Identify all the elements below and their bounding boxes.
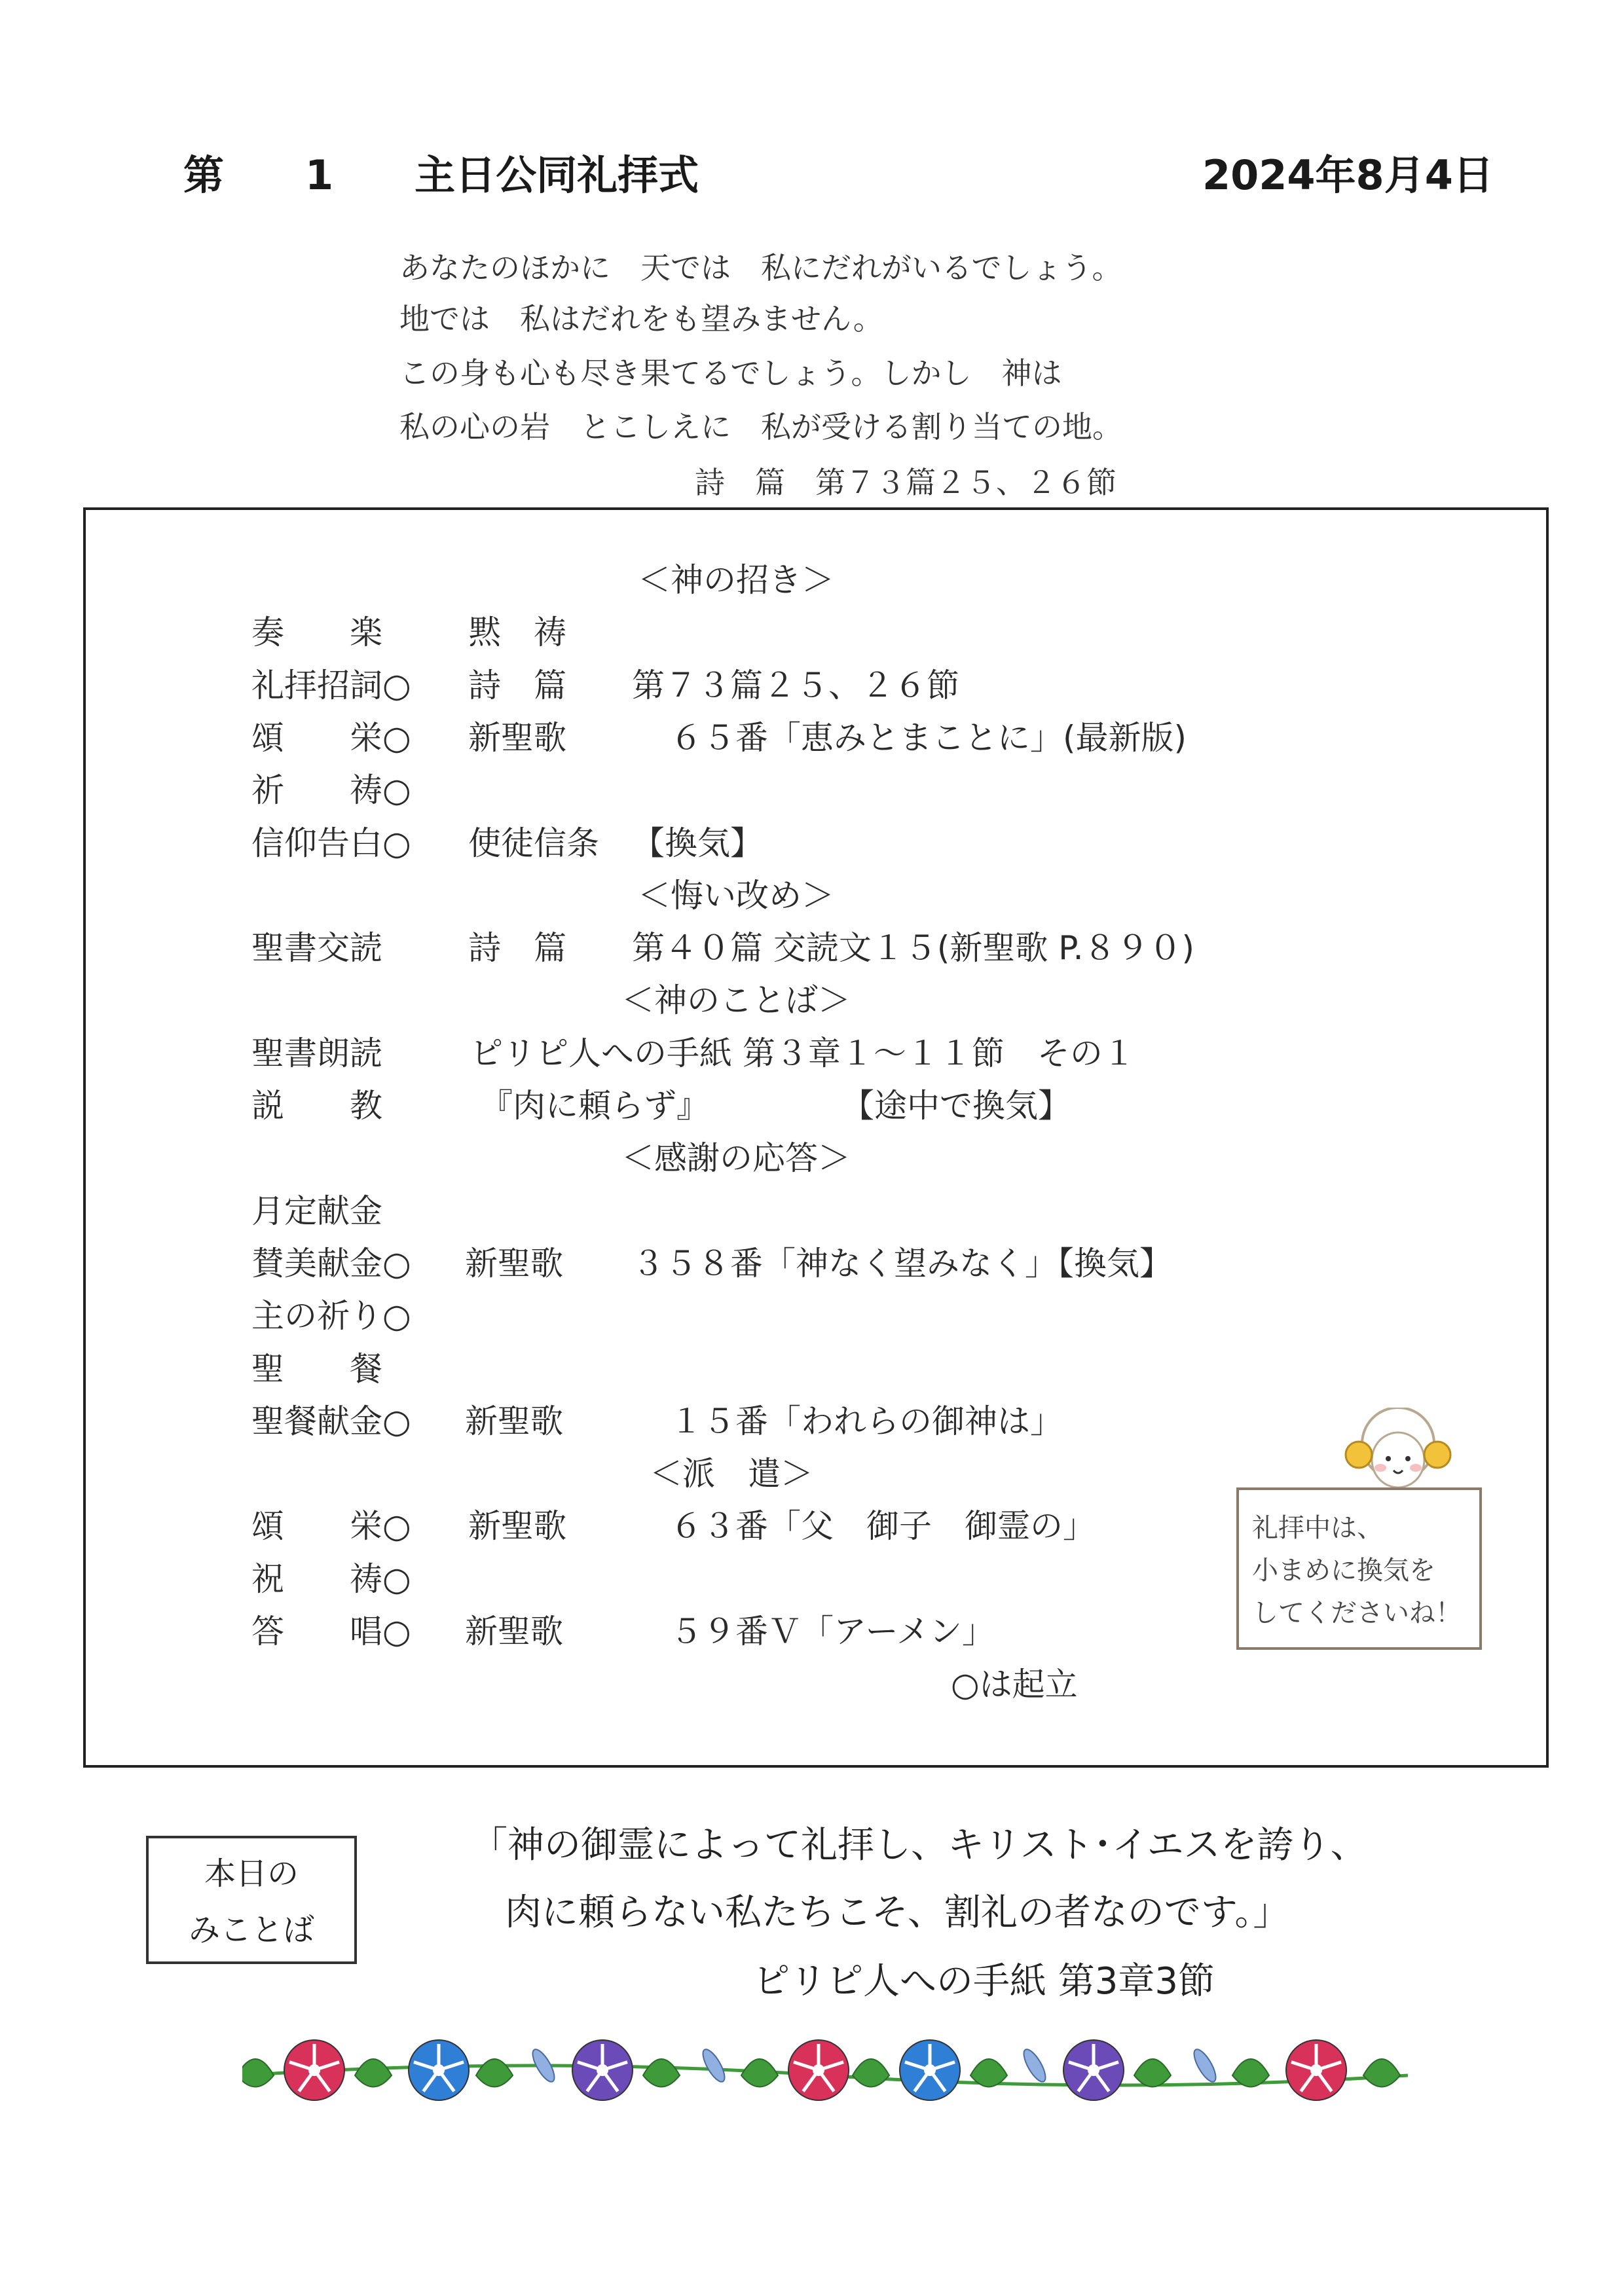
- program-item-label: 月定献金: [251, 1192, 382, 1230]
- leaf-icon: [355, 2059, 392, 2087]
- service-title: 第 1 主日公同礼拝式: [183, 151, 699, 199]
- program-item-source: 新聖歌: [468, 718, 566, 757]
- program-item-label: 聖 餐: [251, 1349, 382, 1388]
- program-item-detail: 【換気】: [632, 824, 763, 862]
- program-item-source: 新聖歌: [465, 1402, 563, 1440]
- program-item-source: 黙 祷: [468, 613, 566, 652]
- program-item-source: 『肉に頼らず』: [480, 1087, 709, 1125]
- label-line: 本日の: [204, 1855, 299, 1892]
- program-item-label: 聖書交読: [251, 929, 382, 968]
- program-item-label: 賛美献金○: [251, 1244, 411, 1283]
- program-item-label: 祈 祷○: [251, 771, 411, 810]
- program-item-label: 頌 栄○: [251, 718, 411, 757]
- section-heading: ＜感謝の応答＞: [621, 1139, 851, 1178]
- program-item-label: 聖書朗読: [251, 1034, 382, 1072]
- section-heading: ＜神の招き＞: [638, 561, 834, 599]
- verse-citation: 詩 篇 第７３篇２５、２６節: [695, 465, 1116, 500]
- flower-center: [924, 2064, 936, 2076]
- program-item-detail: １５番「われらの御神は」: [670, 1402, 1063, 1440]
- program-item-detail: 第４０篇 交読文１５(新聖歌 P.８９０): [632, 929, 1195, 968]
- leaf-icon: [741, 2059, 778, 2087]
- verse-line: 地では 私はだれをも望みません。: [399, 301, 883, 337]
- program-item-label: 聖餐献金○: [251, 1402, 411, 1440]
- flower-center: [1088, 2064, 1099, 2076]
- note-line: してくださいね！: [1252, 1598, 1462, 1628]
- program-item-source: 詩 篇: [468, 929, 566, 968]
- program-item-label: 礼拝招詞○: [251, 666, 411, 704]
- bud-icon: [1190, 2047, 1219, 2085]
- program-item-label: 頌 栄○: [251, 1507, 411, 1546]
- program-item-detail: ６５番「恵みとまことに」(最新版): [670, 718, 1187, 757]
- service-date: 2024年8月4日: [1202, 151, 1494, 199]
- flower-center: [433, 2064, 445, 2076]
- leaf-icon: [242, 2059, 274, 2087]
- ventilation-note: [1236, 1487, 1482, 1650]
- note-line: 小まめに換気を: [1252, 1556, 1435, 1586]
- flower-center: [308, 2064, 320, 2076]
- program-item-label: 奏 楽: [251, 613, 382, 652]
- section-heading: ＜派 遣＞: [650, 1455, 813, 1493]
- program-item-label: 信仰告白○: [251, 824, 411, 862]
- program-item-source: 使徒信条: [468, 824, 599, 862]
- flower-center: [1310, 2064, 1322, 2076]
- flower-center: [597, 2064, 608, 2076]
- todays-word-quote: 「神の御霊によって礼拝し、キリスト･イエスを誇り、: [471, 1824, 1367, 1867]
- program-item-source: 詩 篇: [468, 666, 566, 704]
- program-item-label: 主の祈り○: [251, 1297, 411, 1336]
- todays-word-quote: 肉に頼らない私たちこそ、割礼の者なのです。」: [505, 1891, 1290, 1934]
- program-item-detail: 【途中で換気】: [841, 1087, 1071, 1125]
- program-item-detail: ３５８番「神なく望みなく」【換気】: [632, 1244, 1172, 1283]
- program-item-source: 新聖歌: [465, 1244, 563, 1283]
- morning-glory-garland-icon: [242, 2030, 1408, 2111]
- program-item-label: 説 教: [251, 1087, 382, 1125]
- program-item-detail: ６３番「父 御子 御霊の」: [670, 1507, 1096, 1546]
- program-item-detail: ５９番Ｖ「アーメン」: [670, 1613, 995, 1650]
- leaf-icon: [1134, 2059, 1171, 2087]
- verse-line: あなたのほかに 天では 私にだれがいるでしょう。: [399, 250, 1122, 285]
- section-heading: ＜悔い改め＞: [638, 876, 834, 915]
- bud-icon: [1020, 2047, 1049, 2085]
- program-item-source: ピリピ人への手紙 第３章１～１１節 その１: [470, 1034, 1135, 1072]
- todays-word-label: [146, 1836, 357, 1964]
- verse-line: 私の心の岩 とこしえに 私が受ける割り当ての地。: [399, 409, 1122, 445]
- leaf-icon: [476, 2059, 513, 2087]
- sheep-icon: [1336, 1408, 1460, 1493]
- program-item-source: 新聖歌: [468, 1507, 566, 1546]
- standing-note: ○は起立: [951, 1666, 1078, 1704]
- leaf-icon: [853, 2059, 889, 2087]
- leaf-icon: [643, 2059, 680, 2087]
- flower-center: [813, 2064, 824, 2076]
- section-heading: ＜神のことば＞: [621, 981, 851, 1020]
- bud-icon: [699, 2047, 728, 2085]
- note-line: 礼拝中は、: [1252, 1513, 1383, 1543]
- todays-word-citation: ピリピ人への手紙 第3章3節: [753, 1960, 1215, 2003]
- program-item-detail: 第７３篇２５、２６節: [632, 666, 959, 704]
- leaf-icon: [1363, 2059, 1400, 2087]
- program-item-label: 答 唱○: [251, 1613, 411, 1650]
- program-item-source: 新聖歌: [465, 1613, 563, 1650]
- verse-line: この身も心も尽き果てるでしょう。しかし 神は: [399, 355, 1062, 391]
- label-line: みことば: [188, 1912, 314, 1948]
- program-item-label: 祝 祷○: [251, 1559, 411, 1598]
